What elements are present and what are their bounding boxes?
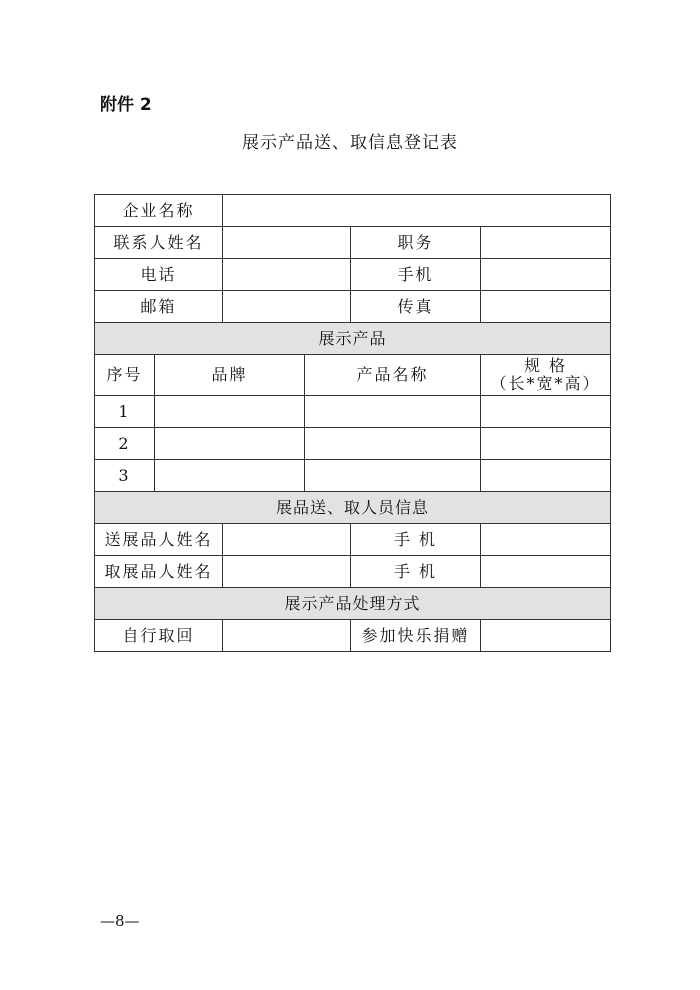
phone-label: 电话: [95, 259, 223, 291]
self-pickup-label: 自行取回: [95, 620, 223, 652]
email-field[interactable]: [223, 291, 351, 323]
donation-field[interactable]: [481, 620, 611, 652]
product-spec-field[interactable]: [481, 428, 611, 460]
registration-form-table: [94, 194, 611, 652]
contact-name-label: 联系人姓名: [95, 227, 223, 259]
product-row-number: 3: [95, 460, 155, 492]
page-number: —8—: [100, 912, 140, 930]
product-spec-field[interactable]: [481, 460, 611, 492]
deliver-mobile-field[interactable]: [481, 524, 611, 556]
col-header-brand: 品牌: [155, 355, 305, 396]
personnel-section-title: 展品送、取人员信息: [95, 492, 611, 524]
product-brand-field[interactable]: [155, 396, 305, 428]
self-pickup-field[interactable]: [223, 620, 351, 652]
product-row-number: 1: [95, 396, 155, 428]
col-header-product-name: 产品名称: [305, 355, 481, 396]
product-brand-field[interactable]: [155, 428, 305, 460]
contact-name-field[interactable]: [223, 227, 351, 259]
spec-dimensions-label: （长*宽*高）: [490, 374, 601, 393]
col-header-spec: [481, 355, 611, 396]
deliver-name-field[interactable]: [223, 524, 351, 556]
fax-label: 传真: [351, 291, 481, 323]
product-spec-field[interactable]: [481, 396, 611, 428]
pickup-name-label: 取展品人姓名: [95, 556, 223, 588]
email-label: 邮箱: [95, 291, 223, 323]
form-title: 展示产品送、取信息登记表: [242, 133, 458, 153]
pickup-mobile-field[interactable]: [481, 556, 611, 588]
position-field[interactable]: [481, 227, 611, 259]
product-row-number: 2: [95, 428, 155, 460]
product-name-field[interactable]: [305, 396, 481, 428]
company-name-label: 企业名称: [95, 195, 223, 227]
attachment-label: 附件 2: [100, 95, 152, 115]
product-name-field[interactable]: [305, 460, 481, 492]
pickup-name-field[interactable]: [223, 556, 351, 588]
mobile-label: 手机: [351, 259, 481, 291]
deliver-name-label: 送展品人姓名: [95, 524, 223, 556]
spec-label: 规 格: [523, 356, 568, 375]
deliver-mobile-label: 手 机: [351, 524, 481, 556]
fax-field[interactable]: [481, 291, 611, 323]
phone-field[interactable]: [223, 259, 351, 291]
product-brand-field[interactable]: [155, 460, 305, 492]
company-name-field[interactable]: [223, 195, 611, 227]
product-name-field[interactable]: [305, 428, 481, 460]
position-label: 职务: [351, 227, 481, 259]
disposal-section-title: 展示产品处理方式: [95, 588, 611, 620]
products-section-title: 展示产品: [95, 323, 611, 355]
pickup-mobile-label: 手 机: [351, 556, 481, 588]
donation-label: 参加快乐捐赠: [351, 620, 481, 652]
mobile-field[interactable]: [481, 259, 611, 291]
col-header-seq: 序号: [95, 355, 155, 396]
